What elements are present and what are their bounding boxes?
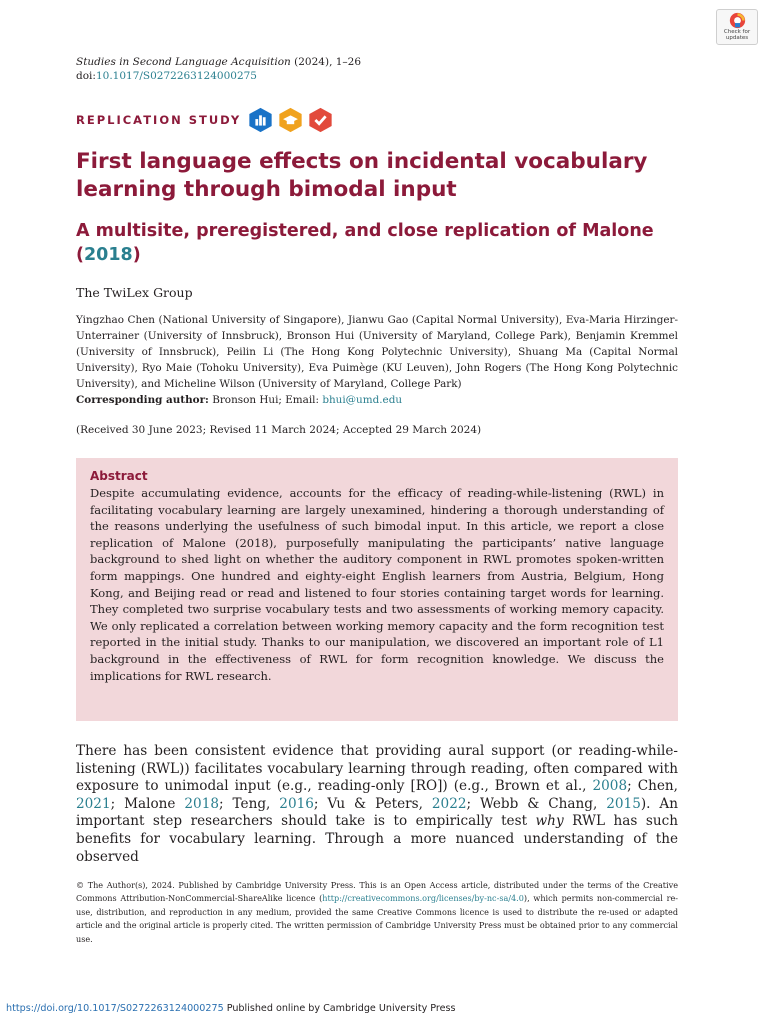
footer-doi-link[interactable]: https://doi.org/10.1017/S0272263124000275 — [6, 1003, 224, 1014]
subtitle-close: ) — [132, 245, 141, 265]
emphasis-why: why — [535, 813, 564, 830]
citation-link[interactable]: 2016 — [279, 795, 314, 812]
citation-link[interactable]: 2021 — [76, 795, 111, 812]
corresponding-author-text: Bronson Hui; Email: — [208, 394, 323, 406]
article-title: First language effects on incidental vocabulary learning through bimodal input — [76, 149, 648, 202]
subtitle-citation-link[interactable]: 2018 — [84, 245, 133, 265]
article-type-label: REPLICATION STUDY — [76, 113, 242, 127]
page-footer — [6, 1002, 456, 1016]
journal-name: Studies in Second Language Acquisition — [76, 56, 291, 68]
authors-affiliations: Yingzhao Chen (National University of Singapore), Jianwu Gao (Capital Normal University), Eva-Maria Hirzinger-Unterrainer (University of Innsbruck), Bronson Hui (University of Maryland, College Park), Benjamin Kremmel (University of Innsbruck), Peilin Li (The Hong Kong Polytechnic University), Shuang Ma (Capital Normal University), Ryo Maie (Tohoku University), Eva Puimège (KU Leuven), John Rogers (The Hong Kong Polytechnic University), and Micheline Wilson (University of Maryland, College Park) — [76, 314, 678, 390]
author-group: The TwiLex Group — [76, 285, 193, 300]
article-type — [76, 107, 333, 133]
intro-text: ; Vu & Peters, — [313, 795, 432, 812]
corresponding-author-label: Corresponding author: — [76, 394, 209, 406]
footer-text: Published online by Cambridge University Press — [223, 1003, 456, 1014]
subtitle-text: A multisite, preregistered, and close replication of Malone ( — [76, 221, 654, 265]
intro-text: ; Webb & Chang, — [466, 795, 607, 812]
doi-line — [76, 69, 257, 84]
intro-text: RWL has such benefits for vocabulary learning. Through a more nuanced understanding of the observed — [76, 813, 678, 865]
license-link[interactable]: http://creativecommons.org/licenses/by-nc-sa/4.0 — [322, 893, 524, 904]
citation-link[interactable]: 2018 — [184, 795, 220, 812]
doi-prefix: doi: — [76, 70, 96, 82]
intro-text: ; Chen, — [627, 778, 678, 795]
check-for-updates-icon — [729, 12, 746, 29]
abstract-heading: Abstract — [90, 469, 148, 483]
license-text: © The Author(s), 2024. Published by Cambridge University Press. This is an Open Access article, distributed under the terms of the Creative Commons Attribution-NonCommercial-ShareAlike licence ( — [76, 880, 678, 904]
intro-text: ; Malone — [110, 795, 185, 812]
check-for-updates-label-1: Check for — [723, 29, 751, 35]
intro-paragraph — [76, 743, 678, 866]
abstract-body: Despite accumulating evidence, accounts for the efficacy of reading-while-listening (RWL) in facilitating vocabulary learning are largely unexamined, hindering a thorough understanding of the reasons underlying the usefulness of such bimodal input. In this article, we report a close replication of Malone (2018), purposefully manipulating the participants’ native language background to shed light on whether the auditory component in RWL promotes spoken-written form mappings. One hundred and eighty-eight English learners from Austria, Belgium, Hong Kong, and Beijing read or read and listened to four stories containing target words for learning. They completed two surprise vocabulary tests and two assessments of working memory capacity. We only replicated a correlation between working memory capacity and the form recognition test reported in the initial study. Thanks to our manipulation, we discovered an important role of L1 background in the effectiveness of RWL for form recognition knowledge. We discuss the implications for RWL research. — [90, 486, 664, 683]
received-dates: (Received 30 June 2023; Revised 11 March 2024; Accepted 29 March 2024) — [76, 424, 482, 436]
journal-meta: (2024), 1–26 — [290, 56, 362, 68]
checkmark-icon[interactable] — [308, 107, 333, 133]
check-for-updates-label-2: updates — [725, 35, 749, 41]
check-for-updates-button[interactable] — [716, 9, 758, 45]
author-list — [76, 312, 678, 408]
open-science-badges — [248, 107, 333, 133]
intro-text: ). An important step researchers should take is to empirically test — [76, 795, 678, 830]
doi-link[interactable]: 10.1017/S0272263124000275 — [95, 70, 257, 82]
abstract-box — [76, 458, 678, 721]
graduation-cap-icon[interactable] — [278, 107, 303, 133]
citation-link[interactable]: 2022 — [431, 795, 467, 812]
journal-citation — [76, 55, 361, 70]
email-link[interactable]: bhui@umd.edu — [322, 394, 403, 406]
license-text: ), which permits non-commercial re-use, distribution, and reproduction in any medium, provided the same Creative Commons licence is used to distribute the re-used or adapted article and the original article is properly cited. The written permission of Cambridge University Press must be obtained prior to any commercial use. — [76, 893, 678, 944]
intro-text: ; Teng, — [219, 795, 280, 812]
intro-text: There has been consistent evidence that providing aural support (or reading-while-listening (RWL)) facilitates vocabulary learning through reading, often compared with exposure to unimodal input (e.g., reading-only [RO]) (e.g., Brown et al., — [76, 743, 678, 795]
citation-link[interactable]: 2008 — [592, 778, 628, 795]
license-notice — [76, 879, 678, 946]
citation-link[interactable]: 2015 — [606, 795, 641, 812]
bar-chart-icon[interactable] — [248, 107, 273, 133]
article-subtitle — [76, 219, 686, 267]
